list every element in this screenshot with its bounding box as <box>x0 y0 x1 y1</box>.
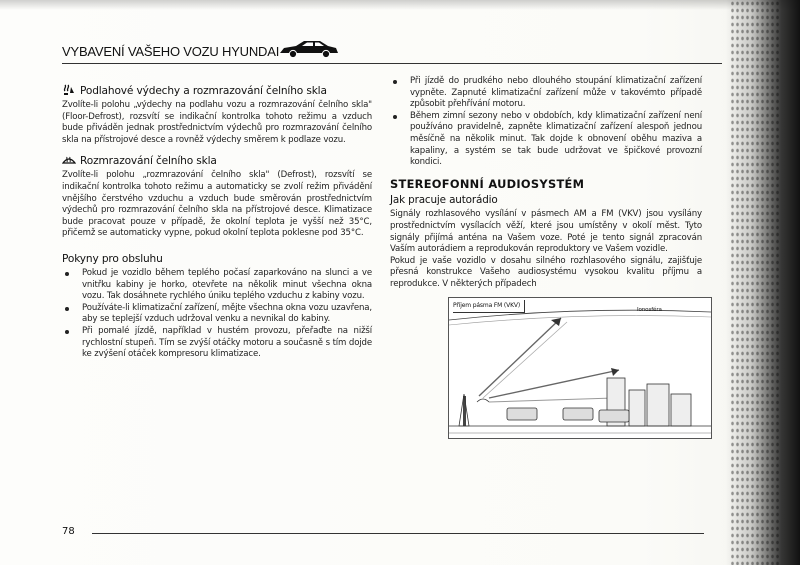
scan-edge-shadow <box>0 0 800 10</box>
header-rule <box>62 63 722 64</box>
page-number: 78 <box>62 526 75 537</box>
page-header <box>62 40 722 64</box>
footer-rule <box>92 533 704 534</box>
instructions-list <box>62 268 372 361</box>
section-floor-defrost-title <box>62 84 372 98</box>
list-item: Používáte-li klimatizační zařízení, mějte všechna okna vozu uzavřena, aby se teplejší vzduch udržoval venku a nevnikal do kabiny. <box>62 303 372 326</box>
audio-paragraph-2: Pokud je vaše vozidlo v dosahu silného rozhlasového signálu, zajišťuje přesná konstrukce Vašeho audiosystému vysokou kvalitu příjmu a reprodukce. V některých případech <box>390 255 702 289</box>
instructions-list-continued <box>390 76 702 169</box>
scan-noise <box>730 0 780 565</box>
radio-reception-illustration <box>449 298 711 438</box>
section-audio-subheading: Jak pracuje autorádio <box>390 194 498 207</box>
list-item: Při jízdě do prudkého nebo dlouhého stoupání klimatizační zařízení vypněte. Zapnuté klimatizační zařízení může v takovémto případě způsobit přehřívání motoru. <box>390 76 702 111</box>
section-defrost-label: Rozmrazování čelního skla <box>80 155 217 168</box>
car-icon <box>278 36 340 60</box>
section-audio-heading: STEREOFONNÍ AUDIOSYSTÉM <box>390 176 585 191</box>
section-defrost-title <box>62 154 372 168</box>
section-instructions-title: Pokyny pro obsluhu <box>62 252 163 265</box>
list-item: Pokud je vozidlo během teplého počasí zaparkováno na slunci a ve vnitřku kabiny je horko, otevřete na několik minut všechna okna vozu. Tak dosáhnete rychlého úniku teplého vzduchu z kabiny vozu. <box>62 268 372 303</box>
left-column <box>62 70 372 361</box>
header-title: VYBAVENÍ VAŠEHO VOZU HYUNDAI <box>62 44 280 59</box>
section-defrost-text: Zvolíte-li polohu „rozmrazování čelního skla" (Defrost), rozsvítí se indikační kontrolka tohoto režimu a automaticky se zvolí režim přivádění vnějšího čerstvého vzduchu a vzduch bude směrován prostřednictvím výdechů pro rozmrazování čelního skla na přístrojové desce. Klimatizace bude pracovat pouze v případě, že okolní teplota je vyšší než 35°C, přičemž se automaticky vypne, pokud okolní teplota poklesne pod 35°C. <box>62 170 372 239</box>
right-column <box>390 70 702 439</box>
section-floor-defrost-label: Podlahové výdechy a rozmrazování čelního skla <box>80 85 327 97</box>
radio-reception-figure <box>448 297 712 439</box>
list-item: Během zimní sezony nebo v obdobích, kdy klimatizační zařízení není používáno pravidelně, zapněte klimatizační zařízení alespoň jednou měsíčně na několik minut. Tak dojde k obnovení oběhu maziva a kapaliny, a systém se tak bude udržovat ve špičkové provozní kondici. <box>390 111 702 169</box>
list-item: Při pomalé jízdě, například v hustém provozu, přeřaďte na nižší rychlostní stupeň. Tím se zvýší otáčky motoru a současně s tím dojde ke zvýšení otáček kompresoru klimatizace. <box>62 326 372 361</box>
figure-label-fm: Příjem pásma FM (VKV) <box>453 300 525 314</box>
defrost-icon <box>62 154 76 166</box>
audio-paragraph-1: Signály rozhlasového vysílání v pásmech AM a FM (VKV) jsou vysílány prostřednictvím vysílacích věží, které jsou umístěny v okolí měst. Tyto signály přijímá anténa na Vašem voze. Poté je tento signál zpracován Vaším autorádiem a reprodukován reproduktory ve Vašem vozidle. <box>390 209 702 255</box>
floor-defrost-icon <box>62 84 76 96</box>
section-floor-defrost-text: Zvolíte-li polohu „výdechy na podlahu vozu a rozmrazování čelního skla" (Floor-Defrost), rozsvítí se indikační kontrolka tohoto režimu a vzduch bude přiváděn jednak prostřednictvím výdechů pro rozmrazování čelního skla na přístrojové desce a rovněž výdechy směrem k podlaze vozu. <box>62 100 372 145</box>
figure-label-ionosphere: Ionosféra <box>637 306 662 313</box>
